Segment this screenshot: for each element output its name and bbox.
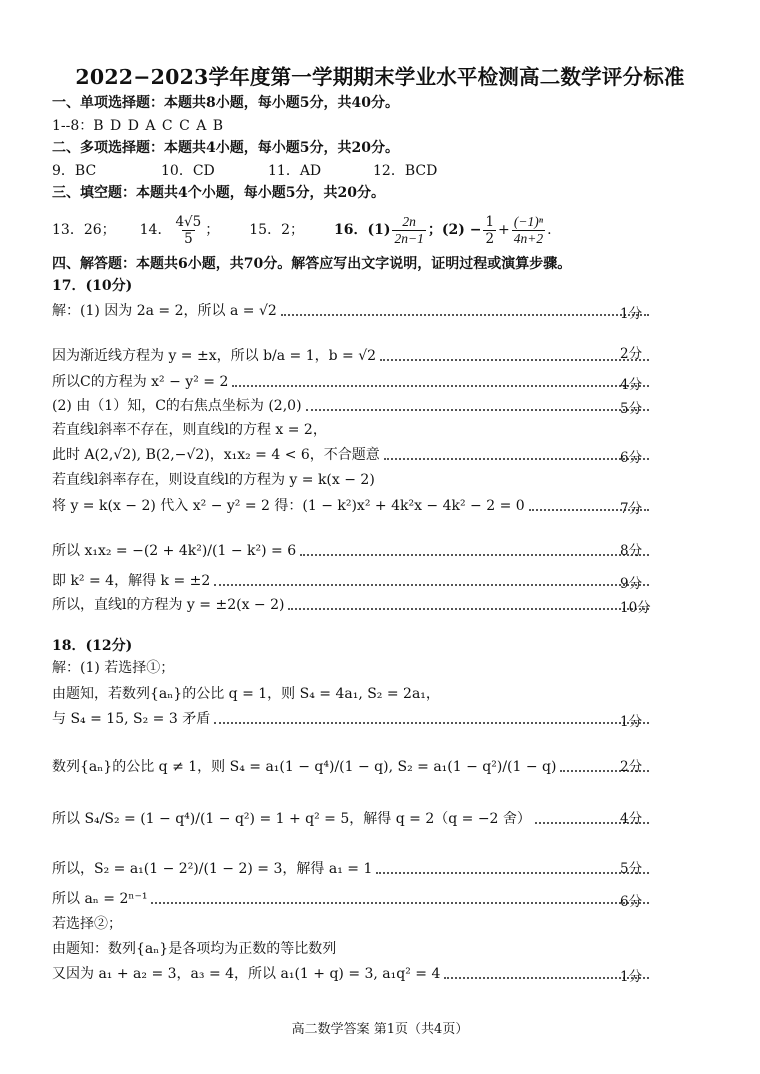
score-label: 5分	[620, 861, 643, 877]
score-label: 4分	[620, 811, 643, 827]
p18-line-3: 与 S₄ = 15, S₂ = 3 矛盾	[52, 708, 652, 728]
section4-heading: 四、解答题：本题共6小题，共70分。解答应写出文字说明，证明过程或演算步骤。	[52, 256, 572, 272]
p18-line-6: 所以，S₂ = a₁(1 − 2²)/(1 − 2) = 3，解得 a₁ = 1	[52, 850, 652, 878]
section1-heading: 一、单项选择题：本题共8小题，每小题5分，共40分。	[52, 95, 399, 111]
p18-line-1: 解：(1) 若选择①；	[52, 660, 175, 676]
score-label: 9分	[620, 576, 643, 592]
p17-line-2: 因为渐近线方程为 y = ±x，所以 b/a = 1，b = √2	[52, 335, 652, 365]
section3-heading: 三、填空题：本题共4个小题，每小题5分，共20分。	[52, 185, 385, 201]
p18-line-4: 数列{aₙ}的公比 q ≠ 1，则 S₄ = a₁(1 − q⁴)/(1 − q), S₂ = a₁(1 − q²)/(1 − q)	[52, 748, 652, 776]
score-label: 2分	[620, 759, 643, 775]
score-label: 6分	[620, 450, 643, 466]
p17-line-1: 解：(1) 因为 2a = 2，所以 a = √2	[52, 300, 652, 320]
q16-part2-fraction-b: $\frac{\text{(−1)ⁿ}}{4n+2}$	[513, 213, 544, 246]
problem18-heading: 18．(12分)	[52, 638, 133, 654]
p17-line-8: 将 y = k(x − 2) 代入 x² − y² = 2 得：(1 − k²)x² + 4k²x − 4k² − 2 = 0	[52, 495, 652, 515]
p17-line-11: 所以，直线l的方程为 y = ±2(x − 2)	[52, 594, 652, 614]
p17-line-7: 若直线l斜率存在，则设直线l的方程为 y = k(x − 2)	[52, 472, 375, 488]
score-label: 8分	[620, 543, 643, 559]
page-title: 2022−2023学年度第一学期期末学业水平检测高二数学评分标准	[75, 65, 685, 89]
q16-part1-fraction: $\frac{2n}{2n-1}$	[394, 213, 424, 246]
q14-label: 14．	[139, 222, 172, 238]
q14-fraction	[173, 214, 203, 247]
q14-numerator: 4√5	[175, 213, 202, 230]
score-label: 7分	[620, 501, 643, 517]
score-label: 1分	[620, 969, 643, 985]
p18-line-7: 所以 aₙ = 2ⁿ⁻¹	[52, 888, 652, 908]
q14-denominator: 5	[184, 230, 193, 247]
problem17-heading: 17．(10分)	[52, 278, 133, 294]
p17-line-9: 所以 x₁x₂ = −(2 + 4k²)/(1 − k²) = 6	[52, 532, 652, 560]
section2-heading: 二、多项选择题：本题共4小题，每小题5分，共20分。	[52, 140, 399, 156]
p18-line-2: 由题知，若数列{aₙ}的公比 q = 1，则 S₄ = 4a₁, S₂ = 2a₁，	[52, 686, 440, 702]
q15-answer: 15．2；	[249, 222, 304, 238]
q16-part2-fraction-a: $\frac{1}{2}$	[485, 213, 495, 247]
section1-answers: 1--8：B D D A C C A B	[52, 118, 224, 134]
fill-in-answers: 13．26； 14． $\frac{4√5}{5}$ ； 15．2； 16．(1) $\frac{2n}{2n-1}$ ；(2) − $\frac{1}{2}$ + $\frac{\text{(−1)ⁿ}}{4n+2}$ .	[52, 213, 552, 247]
p17-line-10: 即 k² = 4，解得 k = ±2	[52, 570, 652, 590]
q16-label: 16．(1)	[333, 222, 391, 238]
page-footer: 高二数学答案 第1页（共4页）	[291, 1022, 469, 1037]
p18-line-5: 所以 S₄/S₂ = (1 − q⁴)/(1 − q²) = 1 + q² = 5，解得 q = 2（q = −2 舍）	[52, 800, 652, 828]
q16-part2-label: ；(2) −	[427, 222, 482, 238]
p17-line-3: 所以C的方程为 x² − y² = 2	[52, 371, 652, 391]
q13-answer: 13．26；	[52, 222, 116, 238]
q9-answer: 9．BC	[52, 163, 97, 179]
q10-answer: 10．CD	[161, 163, 215, 179]
p18-line-10: 又因为 a₁ + a₂ = 3，a₃ = 4，所以 a₁(1 + q) = 3, a₁q² = 4	[52, 963, 652, 983]
score-label: 1分	[620, 714, 643, 730]
score-label: 6分	[620, 894, 643, 910]
q12-answer: 12．BCD	[373, 163, 438, 179]
p17-line-5: 若直线l斜率不存在，则直线l的方程 x = 2，	[52, 422, 327, 438]
score-label: 10分	[620, 600, 651, 616]
p18-line-8: 若选择②；	[52, 916, 122, 932]
p18-line-9: 由题知：数列{aₙ}是各项均为正数的等比数列	[52, 941, 337, 957]
p17-line-4: (2) 由（1）知，C的右焦点坐标为 (2,0)	[52, 395, 652, 415]
score-label: 4分	[620, 377, 643, 393]
score-label: 2分	[620, 346, 643, 362]
q11-answer: 11．AD	[268, 163, 322, 179]
score-label: 5分	[620, 401, 643, 417]
p17-line-6: 此时 A(2,√2), B(2,−√2)，x₁x₂ = 4 < 6，不合题意	[52, 444, 652, 464]
score-label: 1分	[620, 306, 643, 322]
